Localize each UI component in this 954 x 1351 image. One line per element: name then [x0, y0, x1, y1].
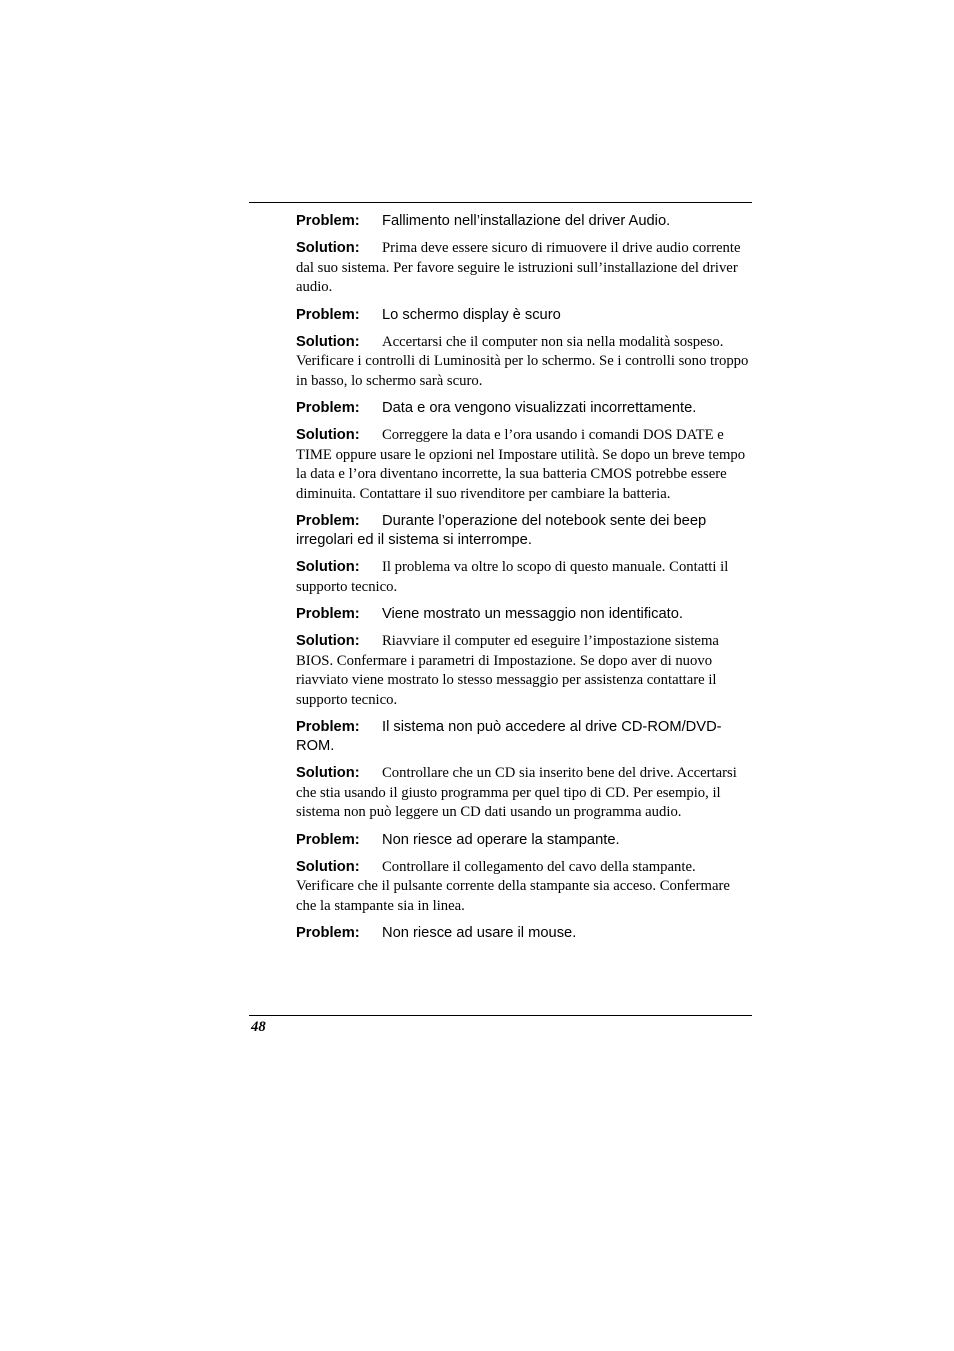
- solution-paragraph: [296, 333, 752, 392]
- header-rule: [249, 202, 752, 203]
- problem-line: [296, 924, 752, 943]
- solution-text: Correggere la data e l’ora usando i comandi DOS DATE e TIME oppure usare le opzioni nel Impostare utilità. Se dopo un breve tempo la data e l’ora diventano incorrette, la sua batteria CMOS potrebbe essere diminuita. Contattare il suo rivenditore per cambiare la batteria.: [296, 427, 746, 502]
- solution-label: Solution:: [296, 633, 360, 649]
- problem-line: [296, 831, 752, 850]
- solution-paragraph: [296, 764, 752, 823]
- troubleshooting-list: [296, 212, 752, 951]
- problem-line: [296, 306, 752, 325]
- problem-text: Non riesce ad operare la stampante.: [382, 831, 620, 848]
- problem-line: [296, 605, 752, 624]
- problem-text: Durante l’operazione del notebook sente dei beep irregolari ed il sistema si interrompe.: [296, 513, 707, 548]
- problem-line: [296, 212, 752, 231]
- problem-label: Problem:: [296, 925, 360, 941]
- problem-text: Viene mostrato un messaggio non identificato.: [382, 606, 684, 622]
- troubleshooting-entry: [296, 212, 752, 298]
- solution-text: Accertarsi che il computer non sia nella modalità sospeso. Verificare i controlli di Luminosità per lo schermo. Se i controlli sono troppo in basso, lo schermo sarà scuro.: [296, 333, 749, 389]
- problem-label: Problem:: [296, 400, 360, 416]
- solution-text: Il problema va oltre lo scopo di questo manuale. Contatti il supporto tecnico.: [296, 559, 729, 595]
- solution-label: Solution:: [296, 765, 360, 781]
- problem-label: Problem:: [296, 831, 360, 848]
- problem-text: Il sistema non può accedere al drive CD-ROM/DVD-ROM.: [296, 719, 722, 754]
- solution-paragraph: [296, 558, 752, 597]
- troubleshooting-entry: [296, 306, 752, 392]
- problem-line: [296, 399, 752, 418]
- page-number: 48: [251, 1019, 266, 1035]
- troubleshooting-entry: [296, 399, 752, 504]
- troubleshooting-entry: [296, 512, 752, 597]
- solution-text: Controllare il collegamento del cavo della stampante. Verificare che il pulsante corrente della stampante sia acceso. Confermare che la stampante sia in linea.: [296, 858, 730, 914]
- solution-label: Solution:: [296, 427, 360, 443]
- troubleshooting-entry: [296, 831, 752, 917]
- problem-label: Problem:: [296, 719, 360, 735]
- problem-label: Problem:: [296, 306, 360, 323]
- troubleshooting-entry: [296, 605, 752, 710]
- problem-line: [296, 512, 752, 550]
- solution-label: Solution:: [296, 333, 360, 350]
- troubleshooting-entry: [296, 718, 752, 823]
- troubleshooting-entry: [296, 924, 752, 943]
- problem-label: Problem:: [296, 606, 360, 622]
- footer-rule: [249, 1015, 752, 1016]
- solution-paragraph: [296, 426, 752, 504]
- problem-label: Problem:: [296, 213, 360, 229]
- problem-text: Fallimento nell’installazione del driver Audio.: [382, 213, 671, 229]
- solution-paragraph: [296, 239, 752, 298]
- solution-label: Solution:: [296, 559, 360, 575]
- problem-text: Data e ora vengono visualizzati incorrettamente.: [382, 400, 697, 416]
- solution-text: Controllare che un CD sia inserito bene del drive. Accertarsi che stia usando il giusto programma per quel tipo di CD. Per esempio, il sistema non può leggere un CD dati usando un programma audio.: [296, 765, 737, 820]
- solution-label: Solution:: [296, 240, 360, 256]
- solution-text: Prima deve essere sicuro di rimuovere il drive audio corrente dal suo sistema. Per favore seguire le istruzioni sull’installazione del driver audio.: [296, 240, 741, 295]
- problem-text: Lo schermo display è scuro: [382, 306, 561, 323]
- solution-label: Solution:: [296, 858, 360, 875]
- solution-text: Riavviare il computer ed eseguire l’impostazione sistema BIOS. Confermare i parametri di Impostazione. Se dopo aver di nuovo riavviato viene mostrato lo stesso messaggio per assistenza contattare il supporto tecnico.: [296, 633, 719, 708]
- solution-paragraph: [296, 632, 752, 710]
- problem-text: Non riesce ad usare il mouse.: [382, 925, 577, 941]
- solution-paragraph: [296, 858, 752, 917]
- problem-label: Problem:: [296, 513, 360, 529]
- problem-line: [296, 718, 752, 756]
